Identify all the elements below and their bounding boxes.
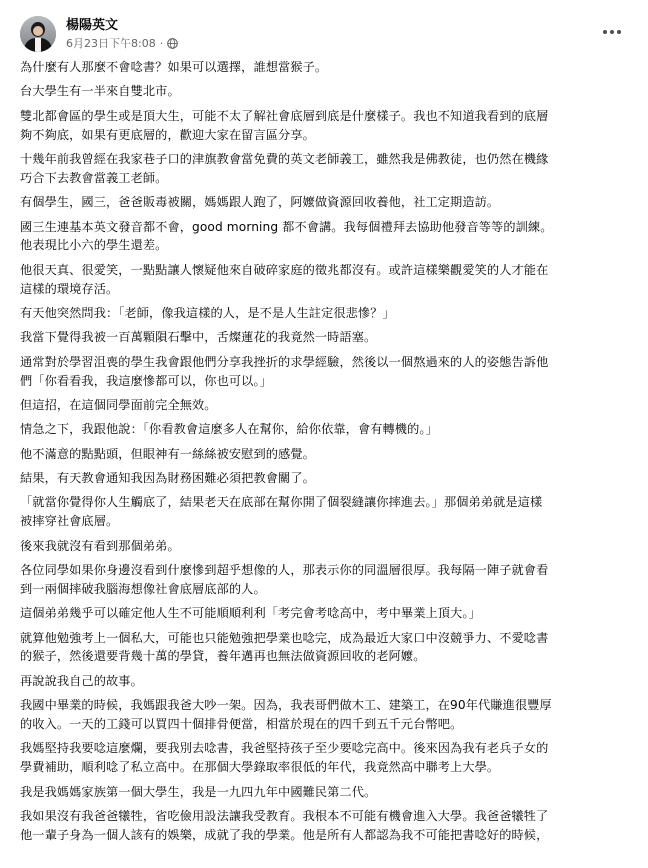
post-paragraph <box>20 561 628 599</box>
post-paragraph <box>20 353 628 391</box>
globe-icon[interactable] <box>167 38 178 49</box>
paragraph-line: 夠不夠底，如果有更底層的，歡迎大家在留言區分享。 <box>20 127 315 142</box>
paragraph-line: 我當下覺得我被一百萬顆隕石擊中，舌燦蓮花的我竟然一時語塞。 <box>20 330 377 345</box>
paragraph-line: 就算他勉強考上一個私大，可能也只能勉強把學業也唸完，成為最近大家口中沒競爭力、不愛唸書 <box>20 630 549 645</box>
paragraph-line: 雙北都會區的學生或是頂大生，可能不太了解社會底層到底是什麼樣子。我也不知道我看到的底層 <box>20 108 549 123</box>
post-paragraph <box>20 696 628 734</box>
paragraph-line: 有個學生，國三，爸爸販毒被關，媽媽跟人跑了，阿嬤做資源回收養他，社工定期造訪。 <box>20 195 500 210</box>
paragraph-line: 被摔穿社會底層。 <box>20 514 119 529</box>
post-paragraph <box>20 396 628 415</box>
paragraph-line: 「就當你覺得你人生觸底了，結果老天在底部在幫你開了個裂縫讓你摔進去。」那個弟弟就是這樣 <box>20 495 543 510</box>
paragraph-line: 他表現比小六的學生還差。 <box>20 238 168 253</box>
paragraph-line: 台大學生有一半來自雙北市。 <box>20 84 180 99</box>
post-body <box>20 58 628 850</box>
paragraph-line: 結果，有天教會通知我因為財務困難必須把教會關了。 <box>20 471 315 486</box>
paragraph-line: 這樣的環境存活。 <box>20 281 119 296</box>
paragraph-line: 這個弟弟幾乎可以確定他人生不可能順順利利「考完會考唸高中，考中畢業上頂大。」 <box>20 606 481 621</box>
paragraph-line: 各位同學如果你身邊沒看到什麼慘到超乎想像的人，那表示你的同溫層很厚。我每隔一陣子就會看 <box>20 563 549 578</box>
paragraph-line: 我媽堅持我要唸這麼爛，要我別去唸書，我爸堅持孩子至少要唸完高中。後來因為我有老兵子女的 <box>20 741 549 756</box>
more-options-icon[interactable] <box>600 22 624 42</box>
post-paragraph <box>20 783 628 802</box>
paragraph-line: 巧合下去教會當義工老師。 <box>20 170 168 185</box>
post-paragraph <box>20 469 628 488</box>
post-paragraph <box>20 150 628 188</box>
paragraph-line: 們「你看看我，我這麼慘都可以，你也可以。」 <box>20 373 272 388</box>
post-paragraph <box>20 445 628 464</box>
post-paragraph <box>20 629 628 667</box>
post-header <box>20 12 628 56</box>
post-meta <box>66 35 178 51</box>
post-paragraph <box>20 107 628 145</box>
paragraph-line: 的收入。一天的工錢可以買四十個排骨便當，相當於現在的四千到五千元台幣吧。 <box>20 716 463 731</box>
paragraph-line: 他不滿意的點點頭，但眼神有一絲絲被安慰到的感覺。 <box>20 446 315 461</box>
post-paragraph <box>20 261 628 299</box>
paragraph-line: 到一兩個摔破我腦海想像社會底層底部的人。 <box>20 581 266 596</box>
post-paragraph <box>20 193 628 212</box>
meta-separator: · <box>159 36 164 50</box>
post-paragraph <box>20 604 628 623</box>
post-paragraph <box>20 82 628 101</box>
author-name[interactable]: 楊陽英文 <box>66 18 119 33</box>
paragraph-line: 情急之下，我跟他說：「你看教會這麼多人在幫你，給你依靠，會有轉機的。」 <box>20 422 438 437</box>
post-paragraph <box>20 58 628 77</box>
post-paragraph <box>20 304 628 323</box>
post-paragraph <box>20 537 628 556</box>
paragraph-line: 有天他突然問我：「老師，像我這樣的人，是不是人生註定很悲慘？」 <box>20 305 395 320</box>
paragraph-line: 為什麼有人那麼不會唸書？如果可以選擇，誰想當猴子。 <box>20 60 328 74</box>
paragraph-line: 他一輩子身為一個人該有的娛樂，成就了我的學業。他是所有人都認為我不可能把書唸好的時候， <box>20 827 549 842</box>
post-timestamp[interactable]: 6月23日下午8:08 <box>66 37 156 50</box>
paragraph-line: 後來我就沒有看到那個弟弟。 <box>20 538 180 553</box>
post-paragraph <box>20 807 628 845</box>
post-paragraph <box>20 739 628 777</box>
paragraph-line: 國三生連基本英文發音都不會，good morning 都不會講。我每個禮拜去協助他發音等等的訓練。 <box>20 219 553 234</box>
paragraph-line: 我如果沒有我爸爸犧牲，省吃儉用設法讓我受教育。我根本不可能有機會進入大學。我爸爸犧牲了 <box>20 808 549 823</box>
author-avatar[interactable] <box>20 16 56 52</box>
post-paragraph <box>20 420 628 439</box>
paragraph-line: 再說說我自己的故事。 <box>20 673 143 688</box>
paragraph-line: 十幾年前我曾經在我家巷子口的津旗教會當免費的英文老師義工，雖然我是佛教徒，也仍然在機緣 <box>20 151 549 166</box>
post-paragraph <box>20 672 628 691</box>
paragraph-line: 但這招，在這個同學面前完全無效。 <box>20 397 217 412</box>
paragraph-line: 的猴子，然後還要背幾十萬的學貸，養年邁再也無法做資源回收的老阿嬤。 <box>20 649 426 664</box>
post-paragraph <box>20 493 628 531</box>
post-paragraph <box>20 218 628 256</box>
post-paragraph <box>20 328 628 347</box>
paragraph-line: 我國中畢業的時候，我媽跟我爸大吵一架。因為，我表哥們做木工、建築工，在90年代賺進很豐厚 <box>20 698 552 713</box>
paragraph-line: 我是我媽媽家族第一個大學生，我是一九四九年中國難民第二代。 <box>20 784 377 799</box>
paragraph-line: 學費補助，順利唸了私立高中。在那個大學錄取率很低的年代，我竟然高中聯考上大學。 <box>20 760 500 775</box>
paragraph-line: 通常對於學習沮喪的學生我會跟他們分享我挫折的求學經驗，然後以一個熬過來的人的姿態告訴他 <box>20 354 549 369</box>
paragraph-line: 他很天真、很愛笑，一點點讓人懷疑他來自破碎家庭的徵兆都沒有。或許這樣樂觀愛笑的人才能在 <box>20 262 549 277</box>
